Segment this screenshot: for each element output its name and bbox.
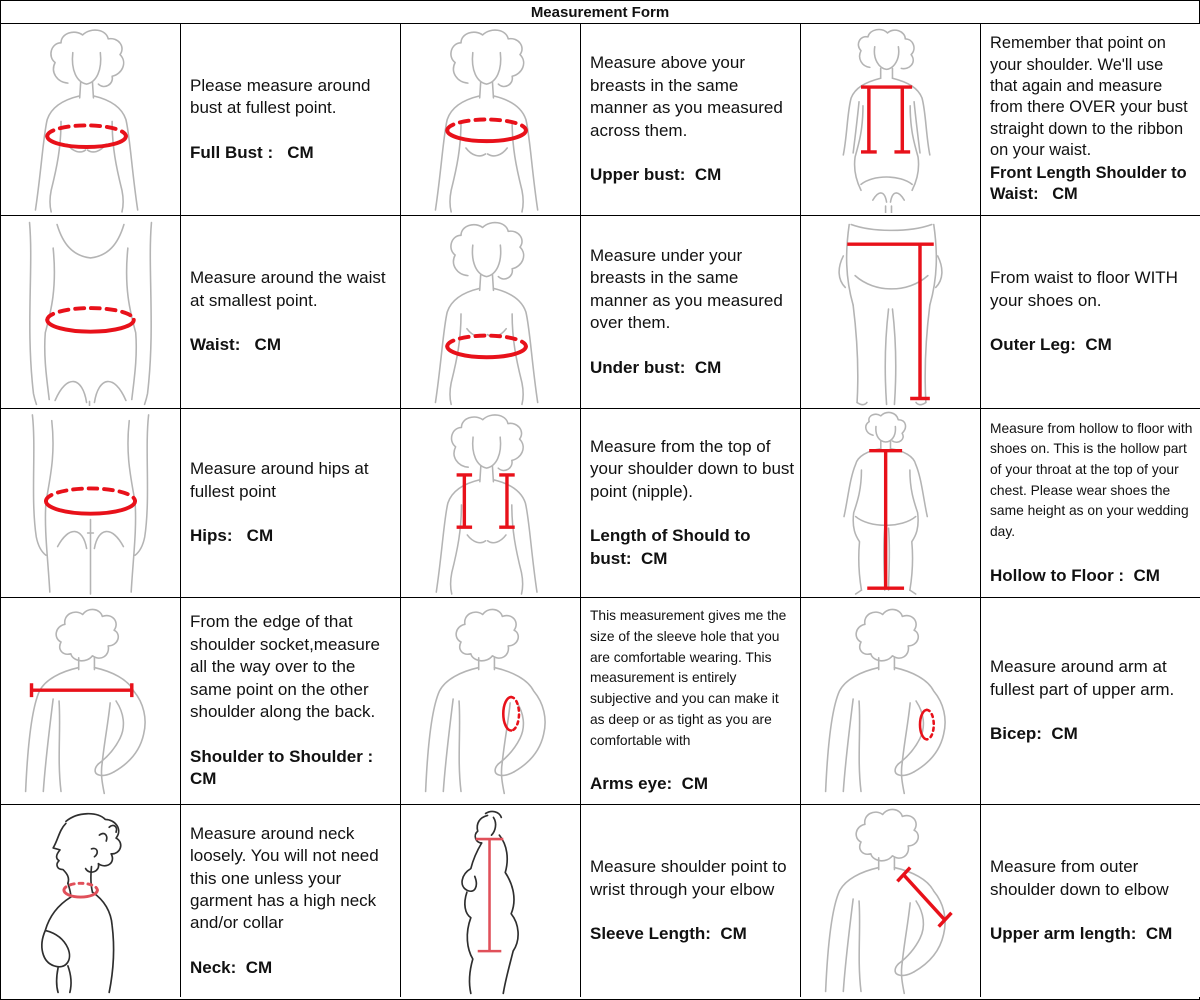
measure-label: Hollow to Floor : CM	[990, 565, 1160, 585]
measure-label: Hips: CM	[190, 526, 274, 546]
measure-instruction: Measure around the waist at smallest point.	[190, 268, 386, 310]
hollow-to-floor-cm-text-cell	[981, 409, 1200, 598]
full-bust-cm-text-cell	[181, 24, 401, 216]
form-title: Measurement Form	[1, 1, 1199, 24]
measure-instruction: From waist to floor WITH your shoes on.	[990, 268, 1178, 310]
measure-instruction: Measure shoulder point to wrist through your elbow	[590, 857, 787, 899]
upper-bust-cm-text-cell	[581, 24, 801, 216]
measure-label: Neck: CM	[190, 957, 273, 977]
length-of-should-to-bust-cm-text-cell	[581, 409, 801, 598]
upper-arm-length-cm-text-cell	[981, 805, 1200, 997]
measure-label: Waist: CM	[190, 335, 281, 355]
shoulder-to-shoulder-figure-cell	[1, 598, 181, 805]
upper-arm-figure-cell	[801, 805, 981, 997]
measure-label: Upper bust: CM	[590, 165, 722, 185]
front-length-shoulder-to-waist-cm-text-cell	[981, 24, 1200, 216]
measure-label: Upper arm length: CM	[990, 924, 1173, 944]
sleeve-length-figure	[403, 807, 578, 995]
bicep-figure	[803, 600, 978, 802]
bicep-figure-cell	[801, 598, 981, 805]
hollow-to-floor-figure	[803, 411, 978, 595]
measure-label: Outer Leg: CM	[990, 335, 1112, 355]
shoulder-to-shoulder-figure	[3, 600, 178, 802]
waist-cm-text-cell	[181, 216, 401, 409]
measurement-grid	[1, 24, 1199, 999]
hollow-to-floor-figure-cell	[801, 409, 981, 598]
measure-instruction: Measure from the top of your shoulder down to bust point (nipple).	[590, 436, 795, 501]
hips-figure-cell	[1, 409, 181, 598]
measure-instruction: Measure from hollow to floor with shoes on. This is the hollow part of your throat at the top of your chest. Please wear shoes the same height as on your wedding day.	[990, 420, 1193, 540]
under-bust-cm-text-cell	[581, 216, 801, 409]
measure-instruction: From the edge of that shoulder socket,measure all the way over to the same point on the other shoulder along the back.	[190, 612, 380, 722]
hips-figure	[3, 411, 178, 595]
measure-label: Full Bust : CM	[190, 142, 314, 162]
hips-cm-text-cell	[181, 409, 401, 598]
measure-label: Bicep: CM	[990, 724, 1078, 744]
measure-label: Length of Should to bust: CM	[590, 526, 756, 568]
sleeve-length-figure-cell	[401, 805, 581, 997]
measure-instruction: Measure from outer shoulder down to elbow	[990, 857, 1169, 899]
measure-instruction: Measure around hips at fullest point	[190, 459, 369, 501]
full-bust-figure	[3, 26, 178, 213]
sleeve-length-cm-text-cell	[581, 805, 801, 997]
measure-label: Sleeve Length: CM	[590, 924, 747, 944]
measure-instruction: Measure under your breasts in the same manner as you measured over them.	[590, 245, 783, 333]
front-length-figure-cell	[801, 24, 981, 216]
neck-figure-cell	[1, 805, 181, 997]
full-bust-figure-cell	[1, 24, 181, 216]
measure-label: Arms eye: CM	[590, 774, 709, 794]
measure-label: Under bust: CM	[590, 357, 722, 377]
under-bust-figure-cell	[401, 216, 581, 409]
outer-leg-figure	[803, 218, 978, 406]
measure-instruction: This measurement gives me the size of the sleeve hole that you are comfortable wearing. This measurement is entirely subjective and you can make it as deep or as tight as you are comfortable with	[590, 608, 787, 748]
measure-instruction: Measure above your breasts in the same manner as you measured across them.	[590, 53, 783, 140]
waist-figure	[3, 218, 178, 406]
neck-cm-text-cell	[181, 805, 401, 997]
upper-bust-figure	[403, 26, 578, 213]
measure-label: Shoulder to Shoulder : CM	[190, 746, 378, 789]
shoulder-to-bust-figure	[403, 411, 578, 595]
measure-label: Front Length Shoulder to Waist: CM	[990, 164, 1192, 204]
bicep-cm-text-cell	[981, 598, 1200, 805]
neck-figure	[3, 807, 178, 995]
arms-eye-figure	[403, 600, 578, 802]
under-bust-figure	[403, 218, 578, 406]
arms-eye-cm-text-cell	[581, 598, 801, 805]
outer-leg-cm-text-cell	[981, 216, 1200, 409]
shoulder-to-shoulder-cm-text-cell	[181, 598, 401, 805]
front-length-figure	[803, 26, 978, 213]
measure-instruction: Measure around arm at fullest part of upper arm.	[990, 657, 1175, 699]
arms-eye-figure-cell	[401, 598, 581, 805]
measure-instruction: Remember that point on your shoulder. We'll use that again and measure from there OVER your bust straight down to the ribbon on your waist.	[990, 34, 1188, 159]
upper-arm-figure	[803, 807, 978, 995]
shoulder-to-bust-figure-cell	[401, 409, 581, 598]
measure-instruction: Please measure around bust at fullest point.	[190, 75, 371, 118]
measure-instruction: Measure around neck loosely. You will not need this one unless your garment has a high neck and/or collar	[190, 823, 379, 933]
outer-leg-figure-cell	[801, 216, 981, 409]
upper-bust-figure-cell	[401, 24, 581, 216]
waist-figure-cell	[1, 216, 181, 409]
